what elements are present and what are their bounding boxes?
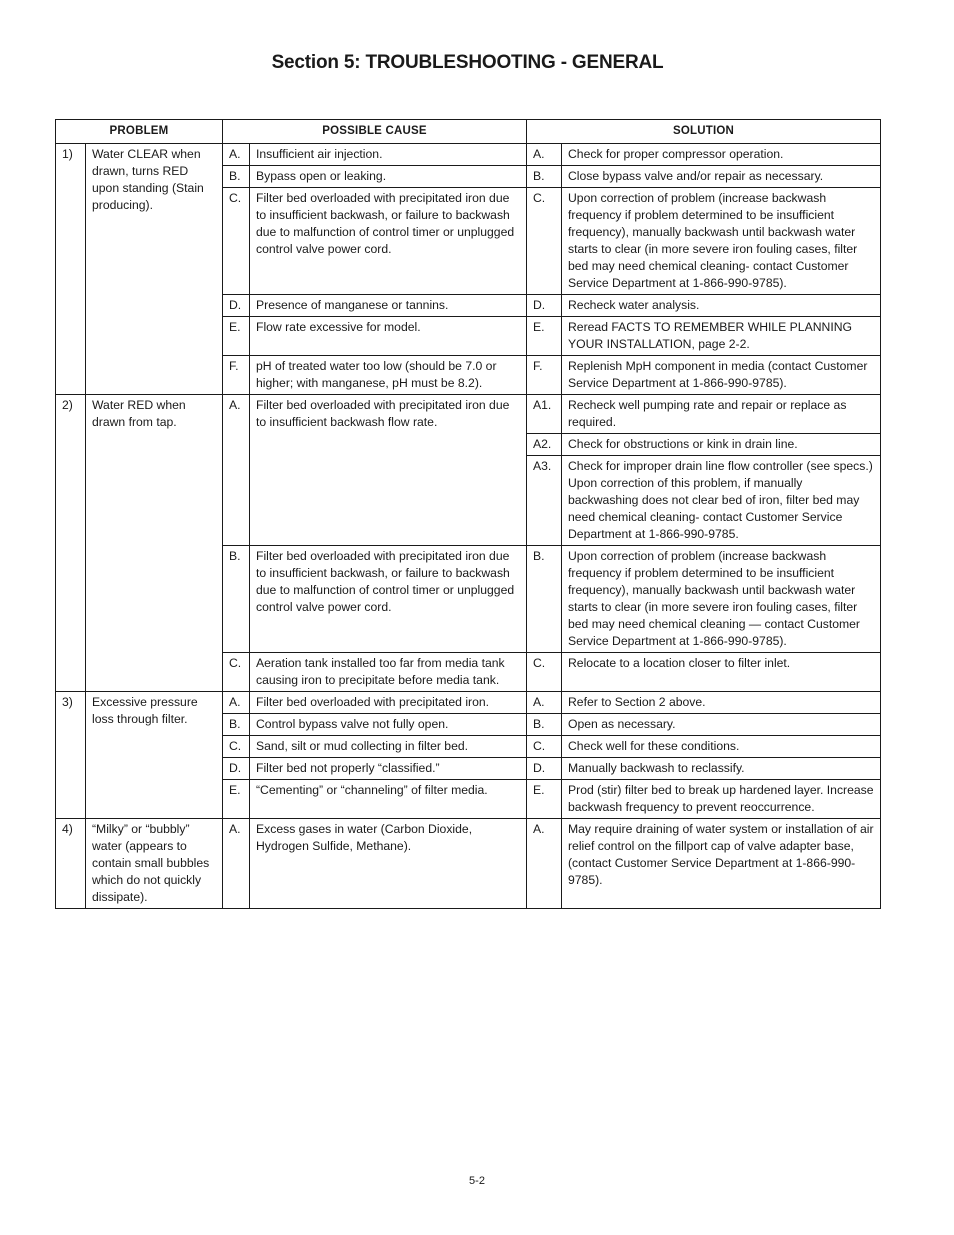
cause-text: Filter bed overloaded with precipitated iron.: [250, 692, 527, 714]
cause-text: Excess gases in water (Carbon Dioxide, Hydrogen Sulfide, Methane).: [250, 819, 527, 909]
solution-text: Check well for these conditions.: [562, 736, 881, 758]
problem-text: Water CLEAR when drawn, turns RED upon standing (Stain producing).: [86, 144, 223, 395]
solution-text: Upon correction of problem (increase backwash frequency if problem determined to be insufficient frequency), manually backwash until backwash water starts to clear (in more severe iron fouling cases, filter bed may need chemical cleaning — contact Customer Service Department at 1-866-990-9785).: [562, 546, 881, 653]
cause-text: pH of treated water too low (should be 7.0 or higher; with manganese, pH must be 8.2).: [250, 356, 527, 395]
cause-text: Sand, silt or mud collecting in filter bed.: [250, 736, 527, 758]
solution-letter: A.: [527, 692, 562, 714]
cause-text: Presence of manganese or tannins.: [250, 295, 527, 317]
solution-letter: A3.: [527, 456, 562, 546]
troubleshooting-table: [55, 119, 881, 909]
solution-letter: A1.: [527, 395, 562, 434]
table-body: [56, 144, 881, 909]
page-number: 5-2: [469, 1175, 485, 1187]
problem-number: 2): [56, 395, 86, 692]
solution-text: May require draining of water system or installation of air relief control on the fillport cap of valve adapter base, (contact Customer Service Department at 1-866-990-9785).: [562, 819, 881, 909]
solution-text: Check for proper compressor operation.: [562, 144, 881, 166]
solution-text: Open as necessary.: [562, 714, 881, 736]
solution-letter: D.: [527, 758, 562, 780]
cause-text: “Cementing” or “channeling” of filter media.: [250, 780, 527, 819]
solution-letter: D.: [527, 295, 562, 317]
solution-text: Check for obstructions or kink in drain line.: [562, 434, 881, 456]
solution-text: Manually backwash to reclassify.: [562, 758, 881, 780]
cause-letter: D.: [223, 758, 250, 780]
solution-letter: E.: [527, 317, 562, 356]
cause-letter: E.: [223, 317, 250, 356]
solution-text: Prod (stir) filter bed to break up hardened layer. Increase backwash frequency to prevent reoccurrence.: [562, 780, 881, 819]
solution-text: Relocate to a location closer to filter inlet.: [562, 653, 881, 692]
problem-text: Water RED when drawn from tap.: [86, 395, 223, 692]
cause-text: Filter bed overloaded with precipitated iron due to insufficient backwash, or failure to backwash due to malfunction of control timer or unplugged control valve power cord.: [250, 188, 527, 295]
solution-letter: A.: [527, 819, 562, 909]
cause-text: Filter bed overloaded with precipitated iron due to insufficient backwash flow rate.: [250, 395, 527, 546]
table-row: [56, 395, 881, 434]
solution-text: Replenish MpH component in media (contact Customer Service Department at 1-866-990-9785).: [562, 356, 881, 395]
problem-text: Excessive pressure loss through filter.: [86, 692, 223, 819]
table-row: [56, 144, 881, 166]
header-problem: PROBLEM: [56, 120, 223, 144]
solution-letter: B.: [527, 166, 562, 188]
solution-text: Recheck well pumping rate and repair or replace as required.: [562, 395, 881, 434]
cause-letter: A.: [223, 819, 250, 909]
cause-text: Filter bed overloaded with precipitated iron due to insufficient backwash, or failure to backwash due to malfunction of control timer or unplugged control valve power cord.: [250, 546, 527, 653]
cause-letter: A.: [223, 144, 250, 166]
cause-text: Aeration tank installed too far from media tank causing iron to precipitate before media tank.: [250, 653, 527, 692]
solution-letter: A2.: [527, 434, 562, 456]
table-row: [56, 819, 881, 909]
cause-text: Flow rate excessive for model.: [250, 317, 527, 356]
cause-letter: E.: [223, 780, 250, 819]
cause-letter: B.: [223, 546, 250, 653]
problem-text: “Milky” or “bubbly” water (appears to contain small bubbles which do not quickly dissipate).: [86, 819, 223, 909]
cause-letter: A.: [223, 692, 250, 714]
header-solution: SOLUTION: [527, 120, 881, 144]
header-possible-cause: POSSIBLE CAUSE: [223, 120, 527, 144]
solution-letter: C.: [527, 188, 562, 295]
cause-letter: A.: [223, 395, 250, 546]
solution-letter: B.: [527, 714, 562, 736]
cause-letter: C.: [223, 653, 250, 692]
solution-text: Check for improper drain line flow controller (see specs.) Upon correction of this problem, if manually backwashing does not clear bed of iron, filter bed may need chemical cleaning- contact Customer Service Department at 1-866-990-9785.: [562, 456, 881, 546]
solution-letter: A.: [527, 144, 562, 166]
solution-text: Reread FACTS TO REMEMBER WHILE PLANNING YOUR INSTALLATION, page 2-2.: [562, 317, 881, 356]
cause-letter: B.: [223, 714, 250, 736]
table-header-row: [56, 120, 881, 144]
cause-text: Insufficient air injection.: [250, 144, 527, 166]
table-row: [56, 692, 881, 714]
cause-letter: C.: [223, 188, 250, 295]
problem-number: 4): [56, 819, 86, 909]
problem-number: 1): [56, 144, 86, 395]
cause-letter: B.: [223, 166, 250, 188]
solution-letter: C.: [527, 736, 562, 758]
page-title: Section 5: TROUBLESHOOTING - GENERAL: [271, 52, 664, 73]
cause-letter: F.: [223, 356, 250, 395]
solution-text: Recheck water analysis.: [562, 295, 881, 317]
cause-text: Filter bed not properly “classified.”: [250, 758, 527, 780]
solution-letter: E.: [527, 780, 562, 819]
solution-text: Close bypass valve and/or repair as necessary.: [562, 166, 881, 188]
cause-letter: C.: [223, 736, 250, 758]
cause-text: Bypass open or leaking.: [250, 166, 527, 188]
cause-letter: D.: [223, 295, 250, 317]
solution-text: Refer to Section 2 above.: [562, 692, 881, 714]
problem-number: 3): [56, 692, 86, 819]
cause-text: Control bypass valve not fully open.: [250, 714, 527, 736]
solution-letter: F.: [527, 356, 562, 395]
solution-letter: C.: [527, 653, 562, 692]
solution-letter: B.: [527, 546, 562, 653]
solution-text: Upon correction of problem (increase backwash frequency if problem determined to be insufficient frequency), manually backwash until backwash water starts to clear (in more severe iron fouling cases, filter bed may need chemical cleaning- contact Customer Service Department at 1-866-990-9785).: [562, 188, 881, 295]
